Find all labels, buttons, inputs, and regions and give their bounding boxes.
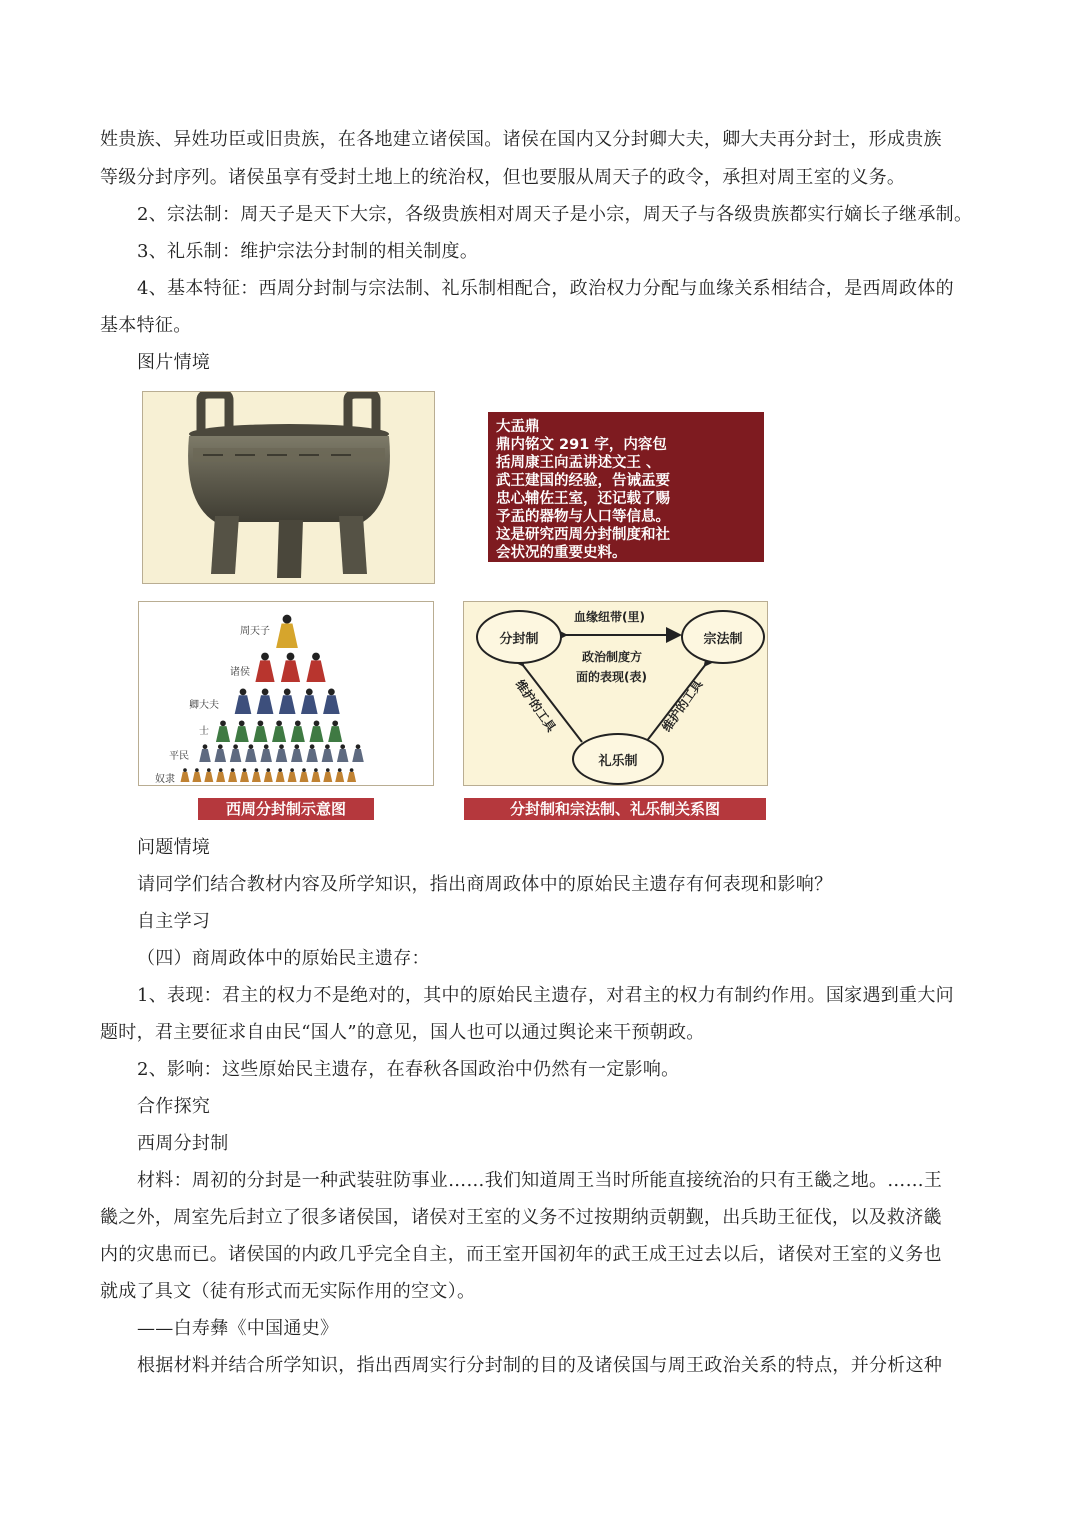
relation-diagram (463, 601, 768, 786)
pyramid-person (276, 615, 298, 648)
pyramid-level-label: 平民 (169, 751, 189, 762)
ding-description (488, 412, 764, 562)
pyramid-person (255, 653, 274, 682)
pyramid-person (192, 768, 201, 782)
paragraph-line: 基本特征。 (100, 315, 192, 336)
pyramid-level-label: 周天子 (240, 626, 270, 637)
pyramid-person (216, 720, 230, 742)
citation-line: ——白寿彝《中国通史》 (137, 1318, 339, 1339)
relation-caption: 分封制和宗法制、礼乐制关系图 (464, 798, 766, 820)
pyramid-figures (139, 602, 433, 785)
pyramid-person (204, 768, 213, 782)
left-link-label: 维护的工具 (512, 677, 559, 735)
pyramid-person (253, 720, 267, 742)
center-label-line: 面的表现(表) (576, 670, 647, 684)
pyramid-person (328, 720, 342, 742)
pyramid-person (264, 768, 273, 782)
right-link-label: 维护的工具 (659, 677, 706, 735)
ding-description-line: 忠心辅佐王室，还记载了赐 (496, 491, 670, 507)
pyramid-person (252, 768, 261, 782)
pyramid-person (235, 689, 252, 714)
pyramid-person (260, 744, 272, 762)
pyramid-person (279, 689, 296, 714)
pyramid-level-label: 诸侯 (230, 667, 250, 678)
pyramid-person (311, 768, 320, 782)
ding-description-line: 这是研究西周分封制度和社 (496, 527, 670, 543)
ding-description-line: 会状况的重要史料。 (496, 545, 627, 561)
node-fenfeng: 分封制 (476, 610, 562, 664)
paragraph-line: 姓贵族、异姓功臣或旧贵族，在各地建立诸侯国。诸侯在国内又分封卿大夫，卿大夫再分封士，形成贵族 (100, 129, 942, 150)
pyramid-level-label: 奴隶 (155, 774, 175, 785)
ding-description-line: 鼎内铭文 291 字，内容包 (496, 437, 667, 453)
top-link-label: 血缘纽带(里) (574, 610, 645, 624)
pyramid-person (235, 720, 249, 742)
pyramid-person (245, 744, 257, 762)
node-liyue: 礼乐制 (572, 733, 664, 785)
pyramid-person (240, 768, 249, 782)
pyramid-person (216, 768, 225, 782)
section-heading: 自主学习 (137, 911, 211, 932)
pyramid-person (323, 768, 332, 782)
ding-description-line: 大盂鼎 (496, 419, 540, 435)
pyramid-person (347, 768, 356, 782)
paragraph-line: 请同学们结合教材内容及所学知识，指出商周政体中的原始民主遗存有何表现和影响？ (137, 874, 833, 895)
section-heading: 合作探究 (137, 1096, 211, 1117)
pyramid-person (323, 689, 340, 714)
pyramid-person (257, 689, 274, 714)
fenfeng-pyramid-figure (138, 601, 434, 786)
ding-image (142, 391, 435, 584)
pyramid-person (301, 689, 318, 714)
pyramid-person (291, 720, 305, 742)
section-heading: 问题情境 (137, 837, 211, 858)
section-heading: 西周分封制 (137, 1133, 229, 1154)
paragraph-line: 畿之外，周室先后封立了很多诸侯国，诸侯对王室的义务不过按期纳贡朝觐，出兵助王征伐，以及救济畿 (100, 1207, 942, 1228)
center-label-line: 政治制度方 (582, 650, 643, 664)
pyramid-person (215, 744, 227, 762)
pyramid-level-label: 卿大夫 (189, 700, 219, 711)
pyramid-level-label: 士 (199, 726, 209, 737)
pyramid-person (199, 744, 211, 762)
ding-description-line: 武王建国的经验，告诫盂要 (496, 473, 670, 489)
pyramid-person (272, 720, 286, 742)
paragraph-line: 3、礼乐制：维护宗法分封制的相关制度。 (137, 241, 479, 262)
pyramid-person (309, 720, 323, 742)
pyramid-person (352, 744, 364, 762)
paragraph-line: （四）商周政体中的原始民主遗存： (137, 948, 430, 969)
section-heading: 图片情境 (137, 352, 211, 373)
pyramid-person (322, 744, 334, 762)
ding-description-line: 予盂的器物与人口等信息。 (496, 509, 670, 525)
node-zongfa: 宗法制 (681, 610, 765, 664)
pyramid-person (300, 768, 309, 782)
paragraph-line: 2、宗法制：周天子是天下大宗，各级贵族相对周天子是小宗，周天子与各级贵族都实行嫡长子继承制。 (137, 204, 973, 225)
pyramid-person (276, 744, 288, 762)
pyramid-person (306, 744, 318, 762)
pyramid-caption: 西周分封制示意图 (198, 798, 374, 820)
pyramid-person (181, 768, 190, 782)
paragraph-line: 内的灾患而已。诸侯国的内政几乎完全自主，而王室开国初年的武王成王过去以后，诸侯对王室的义务也 (100, 1244, 942, 1265)
paragraph-line: 4、基本特征：西周分封制与宗法制、礼乐制相配合，政治权力分配与血缘关系相结合，是西周政体的 (137, 278, 954, 299)
pyramid-person (276, 768, 285, 782)
pyramid-person (228, 768, 237, 782)
pyramid-person (335, 768, 344, 782)
paragraph-line: 2、影响：这些原始民主遗存，在春秋各国政治中仍然有一定影响。 (137, 1059, 680, 1080)
pyramid-person (288, 768, 297, 782)
pyramid-person (306, 653, 325, 682)
paragraph-line: 题时，君主要征求自由民“国人”的意见，国人也可以通过舆论来干预朝政。 (100, 1022, 705, 1043)
pyramid-person (337, 744, 349, 762)
paragraph-line: 材料：周初的分封是一种武装驻防事业……我们知道周王当时所能直接统治的只有王畿之地。……王 (137, 1170, 943, 1191)
pyramid-person (291, 744, 303, 762)
paragraph-line: 1、表现：君主的权力不是绝对的，其中的原始民主遗存，对君主的权力有制约作用。国家遇到重大问 (137, 985, 954, 1006)
ding-vessel-illustration (143, 392, 434, 583)
ding-description-line: 括周康王向盂讲述文王 、 (496, 455, 661, 471)
paragraph-line: 等级分封序列。诸侯虽享有受封土地上的统治权，但也要服从周天子的政令，承担对周王室的义务。 (100, 167, 906, 188)
paragraph-line: 根据材料并结合所学知识，指出西周实行分封制的目的及诸侯国与周王政治关系的特点，并分析这种 (137, 1355, 943, 1376)
pyramid-person (230, 744, 242, 762)
pyramid-person (281, 653, 300, 682)
paragraph-line: 就成了具文（徒有形式而无实际作用的空文）。 (100, 1281, 476, 1302)
